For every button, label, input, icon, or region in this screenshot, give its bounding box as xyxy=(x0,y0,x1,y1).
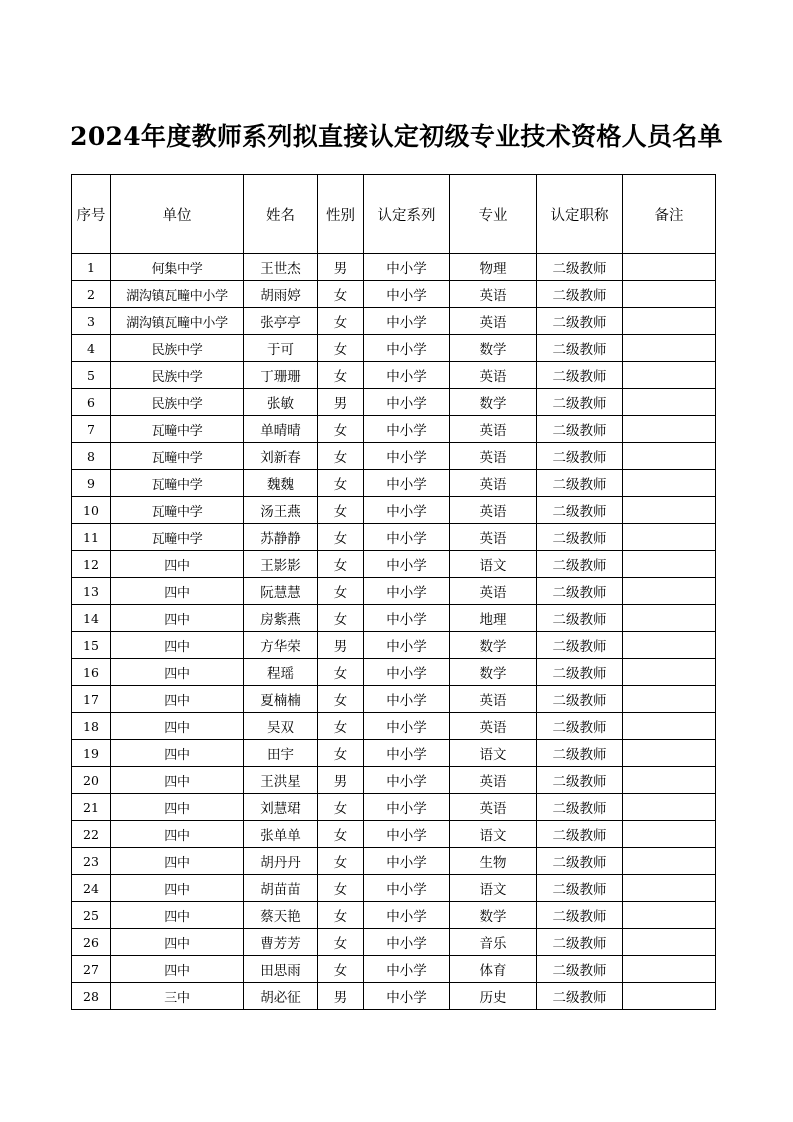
cell-gender: 女 xyxy=(318,578,364,605)
cell-index: 4 xyxy=(72,335,111,362)
header-unit: 单位 xyxy=(111,175,244,254)
table-row xyxy=(72,578,716,605)
cell-index: 25 xyxy=(72,902,111,929)
cell-gender: 女 xyxy=(318,686,364,713)
cell-gender: 男 xyxy=(318,254,364,281)
cell-remarks xyxy=(623,821,716,848)
cell-series: 中小学 xyxy=(364,605,450,632)
cell-series: 中小学 xyxy=(364,740,450,767)
cell-index: 22 xyxy=(72,821,111,848)
cell-name: 胡丹丹 xyxy=(244,848,318,875)
cell-name: 胡必征 xyxy=(244,983,318,1010)
table-row xyxy=(72,740,716,767)
cell-title: 二级教师 xyxy=(537,605,623,632)
cell-subject: 语文 xyxy=(450,875,537,902)
cell-gender: 女 xyxy=(318,875,364,902)
cell-series: 中小学 xyxy=(364,524,450,551)
cell-index: 28 xyxy=(72,983,111,1010)
cell-subject: 英语 xyxy=(450,578,537,605)
cell-remarks xyxy=(623,335,716,362)
cell-title: 二级教师 xyxy=(537,902,623,929)
cell-name: 于可 xyxy=(244,335,318,362)
table-row xyxy=(72,605,716,632)
cell-unit: 瓦疃中学 xyxy=(111,524,244,551)
cell-remarks xyxy=(623,929,716,956)
cell-unit: 四中 xyxy=(111,794,244,821)
cell-remarks xyxy=(623,632,716,659)
cell-index: 1 xyxy=(72,254,111,281)
cell-subject: 语文 xyxy=(450,551,537,578)
cell-subject: 音乐 xyxy=(450,929,537,956)
cell-gender: 女 xyxy=(318,956,364,983)
cell-series: 中小学 xyxy=(364,281,450,308)
cell-title: 二级教师 xyxy=(537,983,623,1010)
cell-index: 15 xyxy=(72,632,111,659)
cell-series: 中小学 xyxy=(364,551,450,578)
cell-unit: 四中 xyxy=(111,632,244,659)
table-row xyxy=(72,983,716,1010)
cell-series: 中小学 xyxy=(364,767,450,794)
cell-subject: 英语 xyxy=(450,497,537,524)
cell-series: 中小学 xyxy=(364,254,450,281)
cell-series: 中小学 xyxy=(364,848,450,875)
cell-index: 19 xyxy=(72,740,111,767)
cell-unit: 四中 xyxy=(111,659,244,686)
header-subject: 专业 xyxy=(450,175,537,254)
cell-name: 丁珊珊 xyxy=(244,362,318,389)
cell-title: 二级教师 xyxy=(537,929,623,956)
cell-subject: 英语 xyxy=(450,713,537,740)
cell-index: 17 xyxy=(72,686,111,713)
cell-unit: 何集中学 xyxy=(111,254,244,281)
cell-subject: 英语 xyxy=(450,416,537,443)
cell-gender: 女 xyxy=(318,335,364,362)
cell-unit: 四中 xyxy=(111,875,244,902)
table-row xyxy=(72,281,716,308)
cell-name: 王世杰 xyxy=(244,254,318,281)
cell-series: 中小学 xyxy=(364,956,450,983)
cell-subject: 英语 xyxy=(450,362,537,389)
cell-subject: 数学 xyxy=(450,632,537,659)
table-row xyxy=(72,713,716,740)
cell-unit: 湖沟镇瓦疃中小学 xyxy=(111,281,244,308)
cell-title: 二级教师 xyxy=(537,713,623,740)
cell-remarks xyxy=(623,713,716,740)
cell-gender: 女 xyxy=(318,416,364,443)
cell-subject: 地理 xyxy=(450,605,537,632)
cell-gender: 女 xyxy=(318,308,364,335)
cell-title: 二级教师 xyxy=(537,659,623,686)
cell-title: 二级教师 xyxy=(537,335,623,362)
cell-remarks xyxy=(623,281,716,308)
cell-series: 中小学 xyxy=(364,929,450,956)
cell-remarks xyxy=(623,956,716,983)
header-name: 姓名 xyxy=(244,175,318,254)
cell-series: 中小学 xyxy=(364,362,450,389)
cell-name: 张敏 xyxy=(244,389,318,416)
cell-series: 中小学 xyxy=(364,875,450,902)
cell-subject: 数学 xyxy=(450,335,537,362)
cell-name: 胡苗苗 xyxy=(244,875,318,902)
cell-name: 刘慧珺 xyxy=(244,794,318,821)
cell-gender: 女 xyxy=(318,713,364,740)
table-row xyxy=(72,659,716,686)
cell-subject: 语文 xyxy=(450,821,537,848)
cell-remarks xyxy=(623,848,716,875)
cell-name: 刘新春 xyxy=(244,443,318,470)
cell-index: 3 xyxy=(72,308,111,335)
cell-series: 中小学 xyxy=(364,335,450,362)
table-row xyxy=(72,335,716,362)
table-row xyxy=(72,416,716,443)
cell-name: 夏楠楠 xyxy=(244,686,318,713)
cell-title: 二级教师 xyxy=(537,551,623,578)
table-header-row xyxy=(72,175,716,254)
cell-remarks xyxy=(623,794,716,821)
cell-name: 方华荣 xyxy=(244,632,318,659)
cell-name: 田宇 xyxy=(244,740,318,767)
cell-index: 2 xyxy=(72,281,111,308)
cell-name: 阮慧慧 xyxy=(244,578,318,605)
cell-gender: 男 xyxy=(318,389,364,416)
cell-gender: 男 xyxy=(318,767,364,794)
cell-gender: 女 xyxy=(318,740,364,767)
cell-remarks xyxy=(623,605,716,632)
cell-name: 苏静静 xyxy=(244,524,318,551)
cell-remarks xyxy=(623,551,716,578)
cell-gender: 女 xyxy=(318,902,364,929)
cell-unit: 湖沟镇瓦疃中小学 xyxy=(111,308,244,335)
cell-title: 二级教师 xyxy=(537,362,623,389)
cell-gender: 女 xyxy=(318,659,364,686)
cell-index: 8 xyxy=(72,443,111,470)
cell-remarks xyxy=(623,578,716,605)
cell-name: 汤王燕 xyxy=(244,497,318,524)
header-gender: 性别 xyxy=(318,175,364,254)
cell-index: 21 xyxy=(72,794,111,821)
cell-series: 中小学 xyxy=(364,821,450,848)
cell-index: 20 xyxy=(72,767,111,794)
cell-series: 中小学 xyxy=(364,470,450,497)
cell-index: 23 xyxy=(72,848,111,875)
header-title: 认定职称 xyxy=(537,175,623,254)
cell-name: 曹芳芳 xyxy=(244,929,318,956)
table-row xyxy=(72,551,716,578)
cell-title: 二级教师 xyxy=(537,848,623,875)
table-row xyxy=(72,875,716,902)
cell-unit: 四中 xyxy=(111,713,244,740)
cell-remarks xyxy=(623,308,716,335)
cell-index: 9 xyxy=(72,470,111,497)
cell-name: 张单单 xyxy=(244,821,318,848)
cell-remarks xyxy=(623,659,716,686)
table-row xyxy=(72,848,716,875)
cell-name: 房紫燕 xyxy=(244,605,318,632)
cell-remarks xyxy=(623,740,716,767)
cell-title: 二级教师 xyxy=(537,308,623,335)
cell-subject: 英语 xyxy=(450,281,537,308)
cell-title: 二级教师 xyxy=(537,767,623,794)
cell-remarks xyxy=(623,983,716,1010)
cell-name: 魏魏 xyxy=(244,470,318,497)
cell-unit: 四中 xyxy=(111,821,244,848)
cell-index: 24 xyxy=(72,875,111,902)
cell-unit: 四中 xyxy=(111,740,244,767)
cell-remarks xyxy=(623,686,716,713)
cell-series: 中小学 xyxy=(364,308,450,335)
cell-subject: 英语 xyxy=(450,524,537,551)
cell-subject: 体育 xyxy=(450,956,537,983)
cell-unit: 四中 xyxy=(111,605,244,632)
cell-gender: 女 xyxy=(318,929,364,956)
cell-subject: 历史 xyxy=(450,983,537,1010)
cell-title: 二级教师 xyxy=(537,389,623,416)
table-row xyxy=(72,308,716,335)
cell-remarks xyxy=(623,497,716,524)
cell-remarks xyxy=(623,416,716,443)
cell-index: 13 xyxy=(72,578,111,605)
cell-unit: 四中 xyxy=(111,767,244,794)
cell-gender: 女 xyxy=(318,362,364,389)
cell-title: 二级教师 xyxy=(537,443,623,470)
cell-title: 二级教师 xyxy=(537,578,623,605)
cell-subject: 英语 xyxy=(450,470,537,497)
table-row xyxy=(72,362,716,389)
cell-index: 11 xyxy=(72,524,111,551)
cell-name: 田思雨 xyxy=(244,956,318,983)
cell-series: 中小学 xyxy=(364,416,450,443)
table-row xyxy=(72,632,716,659)
cell-subject: 英语 xyxy=(450,767,537,794)
cell-remarks xyxy=(623,902,716,929)
cell-gender: 女 xyxy=(318,848,364,875)
cell-title: 二级教师 xyxy=(537,524,623,551)
cell-subject: 数学 xyxy=(450,659,537,686)
cell-remarks xyxy=(623,470,716,497)
cell-gender: 女 xyxy=(318,497,364,524)
cell-unit: 瓦疃中学 xyxy=(111,416,244,443)
cell-series: 中小学 xyxy=(364,443,450,470)
cell-unit: 民族中学 xyxy=(111,362,244,389)
cell-title: 二级教师 xyxy=(537,281,623,308)
cell-unit: 四中 xyxy=(111,902,244,929)
cell-subject: 物理 xyxy=(450,254,537,281)
cell-title: 二级教师 xyxy=(537,740,623,767)
cell-series: 中小学 xyxy=(364,686,450,713)
cell-remarks xyxy=(623,389,716,416)
header-series: 认定系列 xyxy=(364,175,450,254)
cell-subject: 数学 xyxy=(450,902,537,929)
cell-title: 二级教师 xyxy=(537,254,623,281)
cell-unit: 三中 xyxy=(111,983,244,1010)
cell-unit: 瓦疃中学 xyxy=(111,497,244,524)
cell-series: 中小学 xyxy=(364,983,450,1010)
cell-name: 王洪星 xyxy=(244,767,318,794)
cell-unit: 瓦疃中学 xyxy=(111,470,244,497)
cell-subject: 英语 xyxy=(450,443,537,470)
cell-gender: 女 xyxy=(318,794,364,821)
cell-subject: 数学 xyxy=(450,389,537,416)
table-row xyxy=(72,686,716,713)
cell-gender: 男 xyxy=(318,632,364,659)
table-row xyxy=(72,254,716,281)
cell-series: 中小学 xyxy=(364,713,450,740)
cell-name: 王影影 xyxy=(244,551,318,578)
table-row xyxy=(72,821,716,848)
cell-subject: 英语 xyxy=(450,794,537,821)
cell-name: 蔡天艳 xyxy=(244,902,318,929)
cell-index: 14 xyxy=(72,605,111,632)
table-row xyxy=(72,470,716,497)
cell-series: 中小学 xyxy=(364,659,450,686)
cell-index: 7 xyxy=(72,416,111,443)
header-index: 序号 xyxy=(72,175,111,254)
cell-name: 张亭亭 xyxy=(244,308,318,335)
table-row xyxy=(72,497,716,524)
cell-index: 12 xyxy=(72,551,111,578)
cell-unit: 瓦疃中学 xyxy=(111,443,244,470)
cell-remarks xyxy=(623,767,716,794)
cell-index: 27 xyxy=(72,956,111,983)
cell-remarks xyxy=(623,524,716,551)
cell-remarks xyxy=(623,362,716,389)
cell-name: 胡雨婷 xyxy=(244,281,318,308)
cell-index: 16 xyxy=(72,659,111,686)
cell-unit: 四中 xyxy=(111,686,244,713)
cell-remarks xyxy=(623,254,716,281)
cell-index: 6 xyxy=(72,389,111,416)
cell-gender: 女 xyxy=(318,524,364,551)
cell-subject: 英语 xyxy=(450,308,537,335)
cell-series: 中小学 xyxy=(364,497,450,524)
personnel-table xyxy=(71,174,716,1010)
cell-unit: 四中 xyxy=(111,956,244,983)
cell-unit: 民族中学 xyxy=(111,389,244,416)
cell-unit: 四中 xyxy=(111,929,244,956)
table-row xyxy=(72,524,716,551)
table-row xyxy=(72,902,716,929)
table-row xyxy=(72,767,716,794)
cell-remarks xyxy=(623,875,716,902)
cell-title: 二级教师 xyxy=(537,956,623,983)
document-title: 2024年度教师系列拟直接认定初级专业技术资格人员名单 xyxy=(70,122,723,151)
cell-gender: 女 xyxy=(318,605,364,632)
cell-title: 二级教师 xyxy=(537,416,623,443)
cell-title: 二级教师 xyxy=(537,497,623,524)
cell-index: 10 xyxy=(72,497,111,524)
table-body xyxy=(72,254,716,1010)
cell-subject: 语文 xyxy=(450,740,537,767)
cell-remarks xyxy=(623,443,716,470)
cell-unit: 四中 xyxy=(111,848,244,875)
cell-series: 中小学 xyxy=(364,389,450,416)
cell-name: 程瑶 xyxy=(244,659,318,686)
cell-title: 二级教师 xyxy=(537,821,623,848)
cell-gender: 女 xyxy=(318,281,364,308)
cell-series: 中小学 xyxy=(364,902,450,929)
header-remarks: 备注 xyxy=(623,175,716,254)
cell-name: 单晴晴 xyxy=(244,416,318,443)
table-row xyxy=(72,929,716,956)
table-row xyxy=(72,794,716,821)
cell-title: 二级教师 xyxy=(537,686,623,713)
cell-gender: 女 xyxy=(318,551,364,578)
cell-gender: 女 xyxy=(318,470,364,497)
cell-unit: 民族中学 xyxy=(111,335,244,362)
table-row xyxy=(72,389,716,416)
cell-index: 18 xyxy=(72,713,111,740)
cell-series: 中小学 xyxy=(364,794,450,821)
cell-subject: 生物 xyxy=(450,848,537,875)
cell-subject: 英语 xyxy=(450,686,537,713)
table-row xyxy=(72,956,716,983)
cell-unit: 四中 xyxy=(111,551,244,578)
cell-title: 二级教师 xyxy=(537,632,623,659)
cell-series: 中小学 xyxy=(364,632,450,659)
cell-gender: 女 xyxy=(318,443,364,470)
cell-index: 5 xyxy=(72,362,111,389)
cell-title: 二级教师 xyxy=(537,875,623,902)
cell-index: 26 xyxy=(72,929,111,956)
cell-unit: 四中 xyxy=(111,578,244,605)
cell-name: 吴双 xyxy=(244,713,318,740)
cell-title: 二级教师 xyxy=(537,794,623,821)
cell-gender: 男 xyxy=(318,983,364,1010)
cell-gender: 女 xyxy=(318,821,364,848)
cell-series: 中小学 xyxy=(364,578,450,605)
table-row xyxy=(72,443,716,470)
cell-title: 二级教师 xyxy=(537,470,623,497)
